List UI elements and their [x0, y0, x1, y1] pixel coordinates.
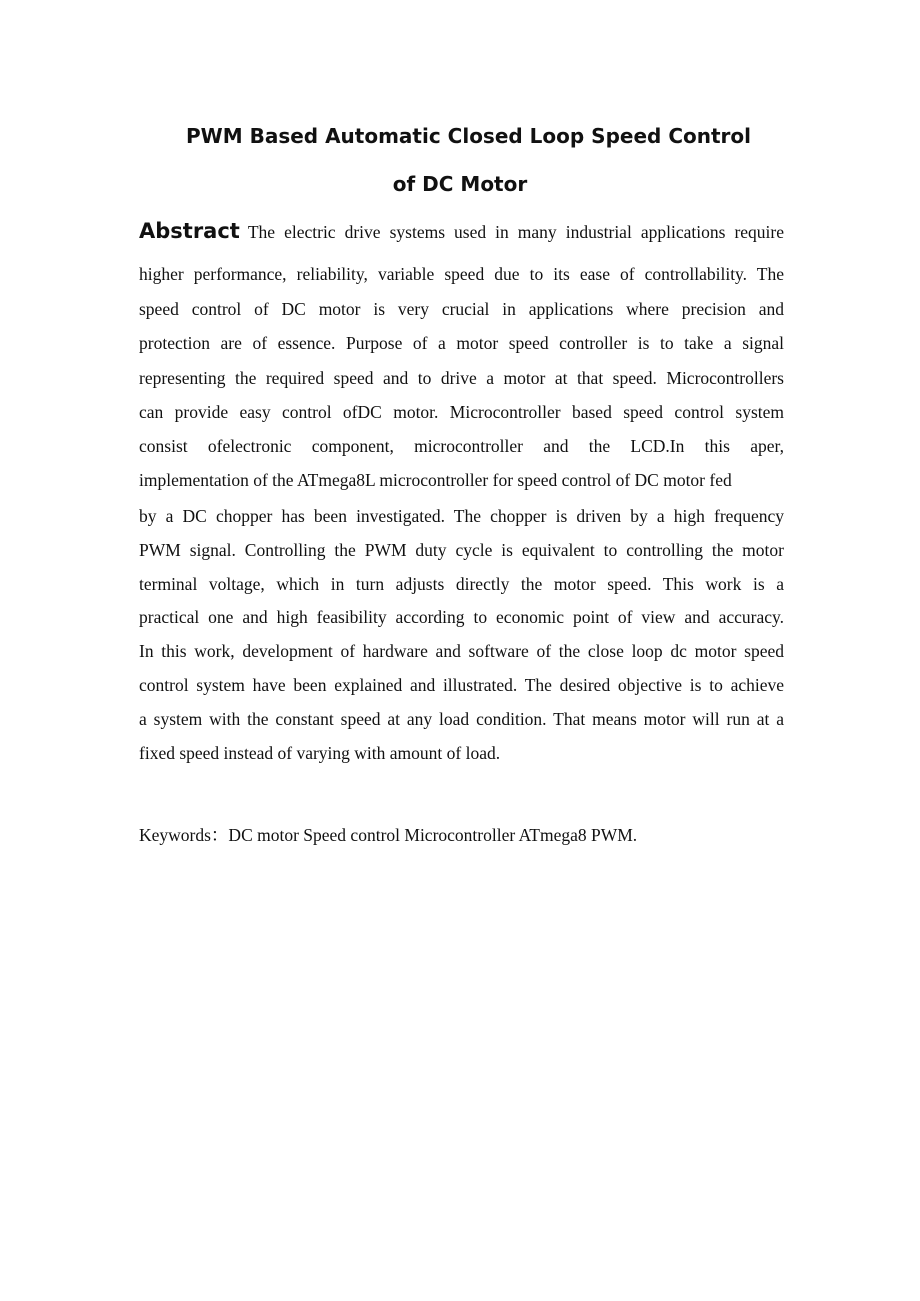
abstract-text-line: practical one and high feasibility according to economic point of view and accuracy.: [139, 607, 784, 627]
title-line-1: PWM Based Automatic Closed Loop Speed Control: [186, 124, 751, 148]
abstract-text-line: speed control of DC motor is very crucial in applications where precision and: [139, 299, 784, 319]
abstract-text-line: fixed speed instead of varying with amount of load.: [139, 743, 501, 763]
abstract-text-line: protection are of essence. Purpose of a motor speed controller is to take a signal: [139, 333, 784, 353]
title-line-2: of DC Motor: [392, 172, 528, 196]
abstract-first-line: [139, 220, 784, 243]
abstract-label: Abstract: [139, 219, 240, 243]
abstract-text-line: control system have been explained and illustrated. The desired objective is to achieve: [139, 675, 784, 695]
abstract-text-line: representing the required speed and to drive a motor at that speed. Microcontrollers: [139, 368, 784, 388]
abstract-text-line: terminal voltage, which in turn adjusts directly the motor speed. This work is a: [139, 574, 784, 594]
abstract-text-line: higher performance, reliability, variable speed due to its ease of controllability. The: [139, 264, 784, 284]
abstract-text-line: PWM signal. Controlling the PWM duty cycle is equivalent to controlling the motor: [139, 540, 784, 560]
abstract-text-line: a system with the constant speed at any load condition. That means motor will run at a: [139, 709, 784, 729]
abstract-text-line: can provide easy control ofDC motor. Microcontroller based speed control system: [139, 402, 784, 422]
abstract-text-line: consist ofelectronic component, microcontroller and the LCD.In this aper,: [139, 436, 784, 456]
abstract-text-line: The electric drive systems used in many industrial applications require: [247, 222, 784, 242]
abstract-text-line: by a DC chopper has been investigated. The chopper is driven by a high frequency: [139, 506, 784, 526]
abstract-text-line: implementation of the ATmega8L microcontroller for speed control of DC motor fed: [139, 470, 732, 490]
abstract-text-line: In this work, development of hardware and software of the close loop dc motor speed: [139, 641, 784, 661]
keywords-line: Keywords：DC motor Speed control Microcontroller ATmega8 PWM.: [139, 825, 638, 845]
